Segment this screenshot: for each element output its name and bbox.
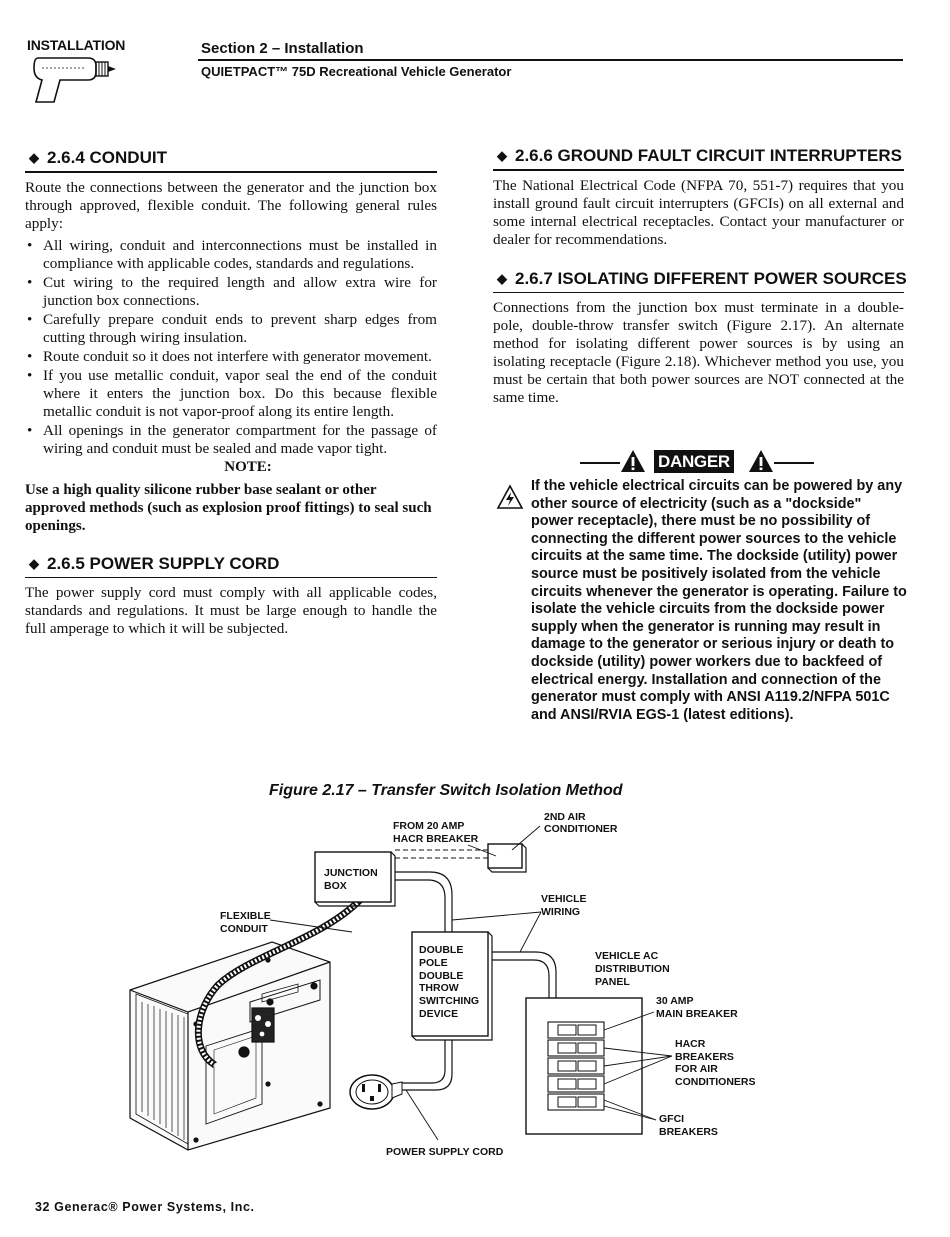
wire — [492, 960, 549, 998]
warning-triangle-icon — [620, 449, 646, 473]
danger-label: DANGER — [654, 450, 734, 473]
list-item: • Cut wiring to the required length and allow extra wire for junction box connections. — [25, 274, 437, 310]
label-hacr: HACR — [675, 1038, 706, 1050]
danger-rule-left — [580, 462, 620, 464]
label-box: BOX — [324, 880, 347, 892]
label-from-20-amp: FROM 20 AMP — [393, 820, 465, 832]
label-pole: POLE — [419, 957, 448, 969]
breaker-stack — [548, 1022, 604, 1110]
label-junction: JUNCTION — [324, 867, 378, 879]
electric-shock-icon — [496, 484, 524, 510]
figure-caption: Figure 2.17 – Transfer Switch Isolation Method — [269, 782, 623, 799]
label-double: DOUBLE — [419, 944, 464, 956]
list-item: • Route conduit so it does not interfere with generator movement. — [25, 348, 437, 366]
label-breakers: BREAKERS — [675, 1051, 734, 1063]
diamond-bullet-icon: ◆ — [29, 555, 39, 571]
power-cord-text: The power supply cord must comply with all applicable codes, standards and regulations. It must be large enough to handle the full amperage to which it will be subjected. — [25, 584, 437, 637]
label-double-2: DOUBLE — [419, 970, 464, 982]
label-conditioners: CONDITIONERS — [675, 1076, 756, 1088]
transfer-switch-diagram — [120, 808, 810, 1168]
label-2nd-air: 2ND AIR — [544, 811, 586, 823]
conduit-intro: Route the connections between the generator and the junction box through approved, flexible conduit. The following general rules apply: — [25, 178, 437, 232]
note-label: NOTE: — [224, 458, 272, 475]
isolating-text: Connections from the junction box must terminate in a double-pole, double-throw transfer switch (Figure 2.17). An alternate method for isolating different power sources is by using an isolating receptacle (Figure 2.18). Whichever method you use, you must be certain that both power sources are NOT connected at the same time. — [493, 299, 904, 406]
danger-rule-right — [774, 462, 814, 464]
conduit-rules-list — [25, 237, 437, 458]
gfci-heading: ◆ 2.6.6 GROUND FAULT CIRCUIT INTERRUPTERS — [497, 146, 902, 165]
label-power-supply-cord: POWER SUPPLY CORD — [386, 1146, 504, 1158]
drill-icon — [30, 54, 120, 106]
section-tag: INSTALLATION — [27, 37, 126, 53]
label-conduit: CONDUIT — [220, 923, 268, 935]
header-rule — [198, 59, 903, 61]
diamond-bullet-icon: ◆ — [497, 270, 507, 286]
wire — [492, 952, 556, 998]
list-item: • All wiring, conduit and interconnections must be installed in compliance with applicable codes, standards and regulations. — [25, 237, 437, 273]
wire — [395, 872, 452, 932]
label-vehicle: VEHICLE — [541, 893, 587, 905]
label-gfci: GFCI — [659, 1113, 685, 1125]
list-item: • All openings in the generator compartment for the passage of wiring and conduit must be sealed and made vapor tight. — [25, 422, 437, 458]
list-item: • Carefully prepare conduit ends to prevent sharp edges from cutting through wiring insulation. — [25, 311, 437, 347]
label-30-amp: 30 AMP — [656, 995, 694, 1007]
warning-triangle-icon — [748, 449, 774, 473]
label-wiring: WIRING — [541, 906, 581, 918]
section-title: Section 2 – Installation — [201, 40, 364, 57]
right-column — [493, 146, 907, 407]
label-vehicle-ac: VEHICLE AC — [595, 950, 659, 962]
label-hacr-breaker: HACR BREAKER — [393, 833, 479, 845]
label-gfci-breakers: BREAKERS — [659, 1126, 718, 1138]
list-item: • If you use metallic conduit, vapor seal the end of the conduit where it enters the junction box. Do this because flexible metallic conduit is not vapor-proof along its entire length. — [25, 367, 437, 421]
conduit-heading: ◆ 2.6.4 CONDUIT — [29, 148, 167, 167]
gfci-text: The National Electrical Code (NFPA 70, 551-7) requires that you install ground fault circuit interrupters (GFCIs) on all external and some internal electrical receptacles. Contact your manufacturer or dealer for recommendations. — [493, 176, 904, 248]
label-distribution: DISTRIBUTION — [595, 963, 670, 975]
air-conditioner-box — [488, 844, 522, 868]
power-cord-heading: ◆ 2.6.5 POWER SUPPLY CORD — [29, 553, 280, 573]
diamond-bullet-icon: ◆ — [497, 148, 507, 163]
power-cord-rule — [25, 577, 437, 579]
label-switching: SWITCHING — [419, 995, 480, 1007]
label-device: DEVICE — [419, 1008, 459, 1020]
gfci-rule — [493, 169, 904, 171]
isolating-heading: ◆ 2.6.7 ISOLATING DIFFERENT POWER SOURCES — [497, 268, 907, 288]
label-throw: THROW — [419, 982, 459, 994]
wire — [395, 880, 445, 932]
label-for-air: FOR AIR — [675, 1063, 718, 1075]
isolating-rule — [493, 292, 904, 294]
label-flexible: FLEXIBLE — [220, 910, 271, 922]
page-footer: 32 Generac® Power Systems, Inc. — [35, 1200, 255, 1214]
document-subtitle: QUIETPACT™ 75D Recreational Vehicle Generator — [201, 64, 512, 79]
danger-banner — [580, 449, 820, 475]
diamond-bullet-icon: ◆ — [29, 150, 39, 165]
left-column — [25, 148, 437, 638]
power-plug-icon — [350, 1075, 402, 1109]
label-main-breaker: MAIN BREAKER — [656, 1008, 738, 1020]
danger-text: If the vehicle electrical circuits can be powered by any other source of electricity (such as a "dockside" power receptacle), there must be no possibility of connecting the different power sources to the vehicle circuits at the same time. The dockside (utility) power source must be positively isolated from the vehicle circuits whenever the generator is operating. Failure to isolate the vehicle circuits from the dockside power supply when the generator is running may result in damage to the generator or serious injury or death to dockside (utility) power workers due to backfeed of electrical energy. Installation and connection of the generator must comply with ANSI A119.2/NFPA 501C and ANSI/RVIA EGS-1 (latest editions). — [531, 478, 907, 723]
conduit-rule — [25, 171, 437, 173]
note-text: Use a high quality silicone rubber base sealant or other approved methods (such as explosion proof fittings) to seal such openings. — [25, 481, 432, 534]
label-panel: PANEL — [595, 976, 630, 988]
power-cord-wire — [402, 1040, 445, 1083]
label-conditioner: CONDITIONER — [544, 823, 618, 835]
